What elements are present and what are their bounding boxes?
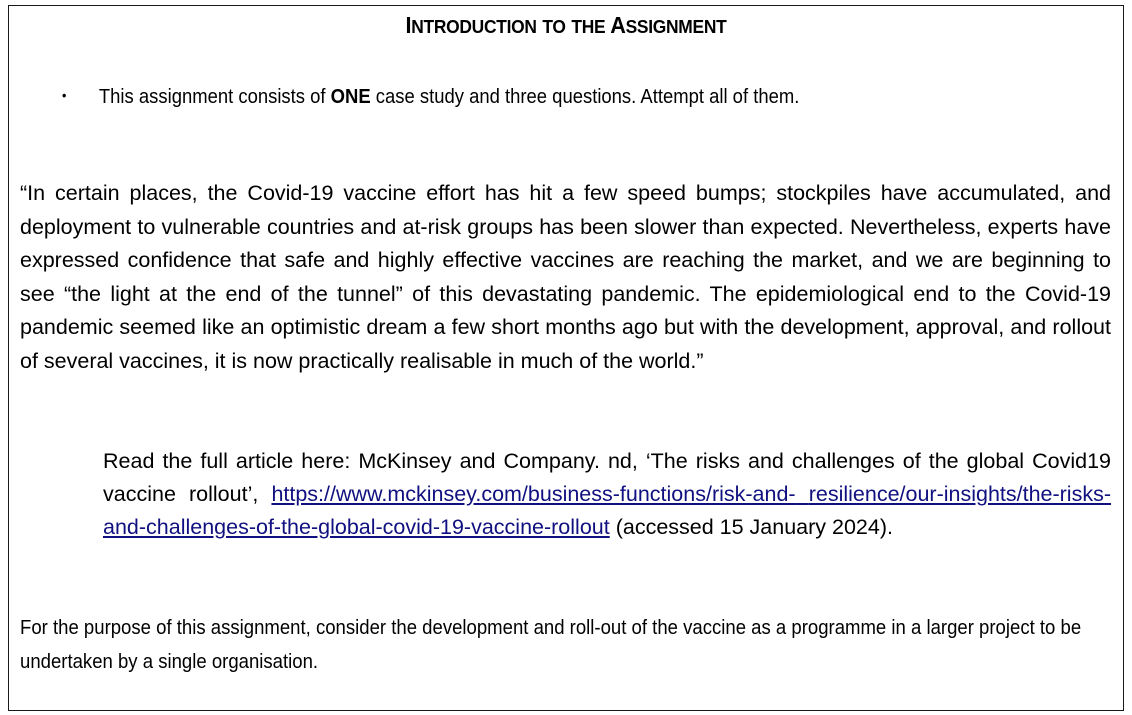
bullet-bold-text: ONE xyxy=(330,85,371,108)
heading-word1-initial: I xyxy=(405,12,412,38)
case-study-quote: “In certain places, the Covid-19 vaccine effort has hit a few speed bumps; stockpiles have accumulated, and deployment to vulnerable countries and at-risk groups has been slower than expected. Nevertheless, experts have expressed confidence that safe and highly effective vaccines are reaching the market, and we are beginning to see “the light at the end of the tunnel” of this devastating pandemic. The epidemiological end to the Covid-19 pandemic seemed like an optimistic dream a few short months ago but with the development, approval, and rollout of several vaccines, it is now practically realisable in much of the world.” xyxy=(20,181,1111,373)
bullet-text-after: case study and three questions. Attempt all of them. xyxy=(370,85,800,108)
heading-word3: THE xyxy=(571,16,606,37)
article-link-part1: https://www.mckinsey.com/business-functions/risk-and- xyxy=(271,482,796,506)
page-title xyxy=(34,12,1098,39)
bullet-text-before: This assignment consists of xyxy=(98,85,331,108)
heading-word4-initial: A xyxy=(610,12,626,38)
heading-word2: TO xyxy=(542,16,566,37)
heading-word4-rest: SSIGNMENT xyxy=(625,16,727,37)
reference-accessed: (accessed 15 January 2024). xyxy=(615,515,893,539)
heading-word1-rest: NTRODUCTION xyxy=(411,16,537,37)
article-link-part2: resilience/our-insights/the-risks-and-challenges-of-the-global-covid-19-vaccine-rollout xyxy=(103,482,1111,539)
reference-intro: Read the full article here: McKinsey and Company. nd, ‘The risks and challenges of the global Covid19 vaccine rollout’, xyxy=(103,449,1111,506)
article-reference xyxy=(103,445,1111,544)
assignment-instructions: For the purpose of this assignment, consider the development and roll-out of the vaccine as a programme in a larger project to be undertaken by a single organisation. xyxy=(20,616,1082,673)
bullet-item xyxy=(62,82,962,110)
bullet-icon: • xyxy=(62,87,67,103)
